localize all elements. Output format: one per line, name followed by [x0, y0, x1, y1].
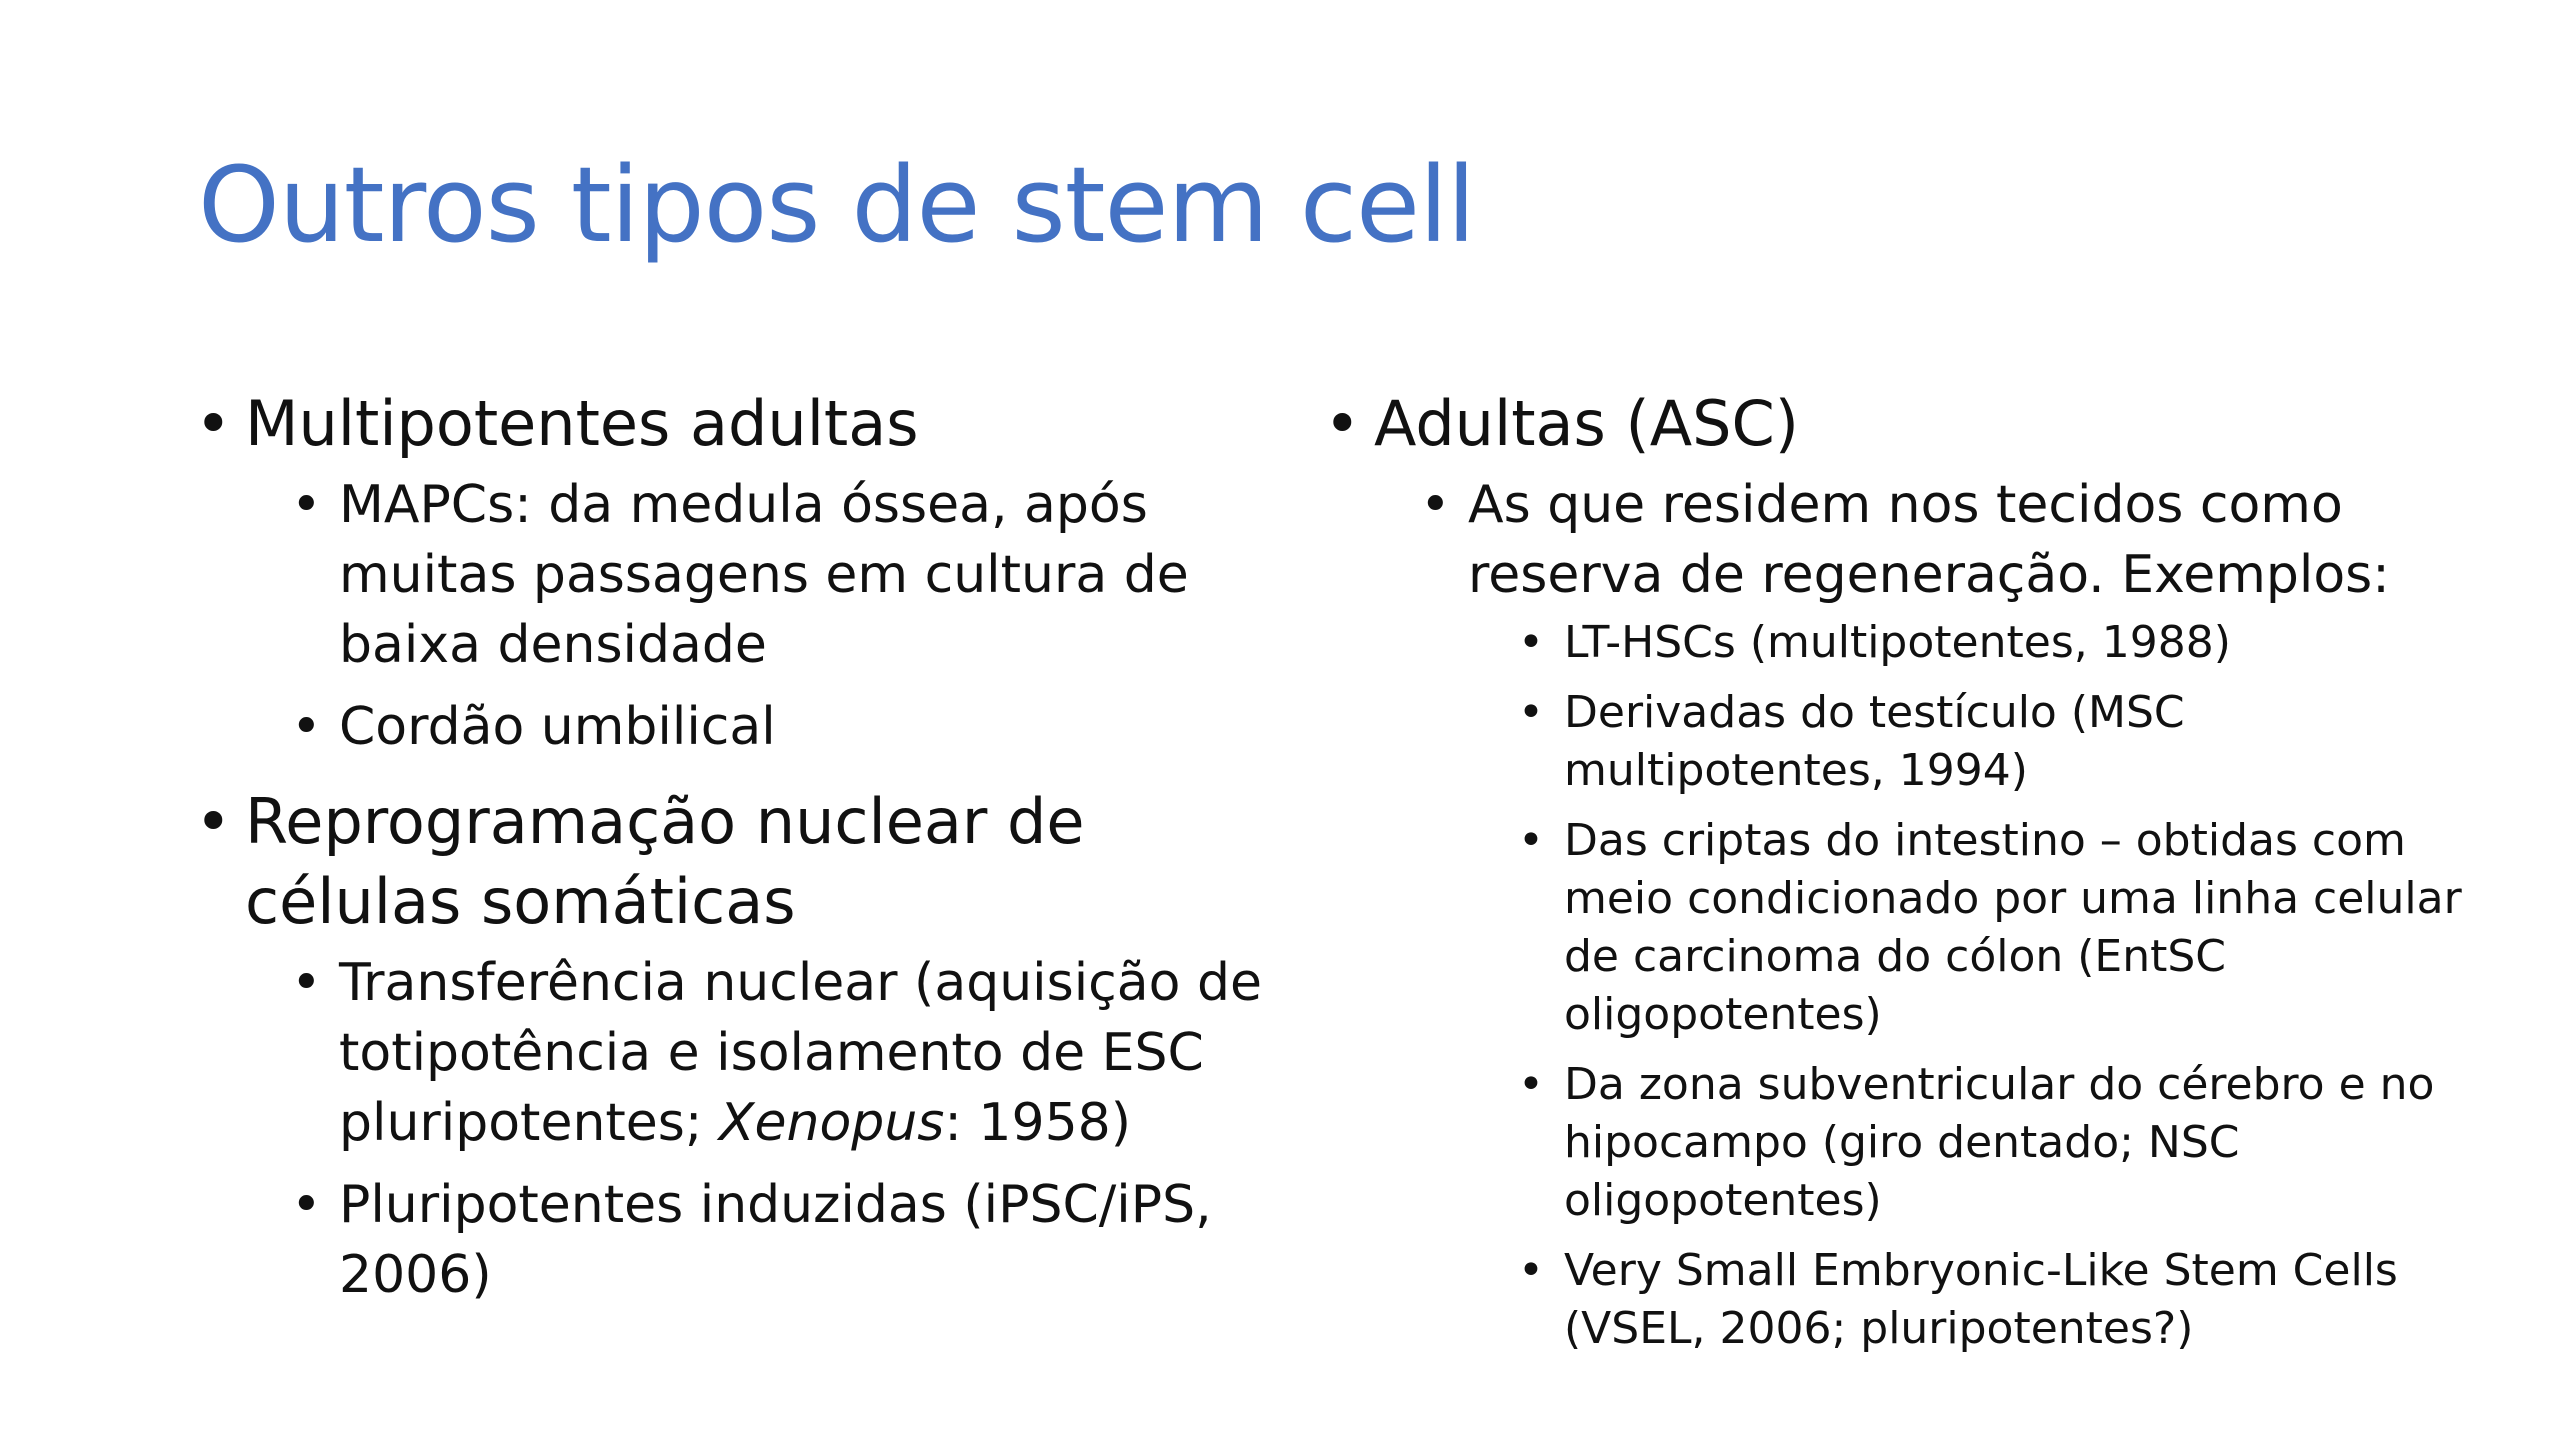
example-item: • LT-HSCs (multipotentes, 1988): [1518, 614, 2474, 672]
sub-bullet-residem: • As que residem nos tecidos como reserva de regeneração. Exemplos: • LT-HSCs (multipotentes, 1988) • Derivadas do testículo (MSC multipotentes, 1994) • Das criptas do intestino – obtidas com meio condicionado por uma linha celular de carcinoma do cólon (EntSC oligopotentes) • Da zona subventricular do cérebro e no hipocampo (giro dentado; NSC oligopotentes) • Very Small Embryonic-Like Stem Cells (VSEL, 2006; pluripotentes?): [1420, 470, 2474, 1358]
bullet-label: Multipotentes adultas: [245, 387, 919, 460]
right-column: [1324, 384, 2474, 1374]
sub-bullet-cordao: • Cordão umbilical: [291, 692, 1275, 762]
example-item: • Das criptas do intestino – obtidas com meio condicionado por uma linha celular de carcinoma do cólon (EntSC oligopotentes): [1518, 812, 2474, 1044]
example-item: • Very Small Embryonic-Like Stem Cells (VSEL, 2006; pluripotentes?): [1518, 1242, 2474, 1358]
sublist-reprogramacao: [291, 948, 1275, 1310]
sub-bullet-transferencia: • Transferência nuclear (aquisição de totipotência e isolamento de ESC pluripotentes; Xenopus: 1958): [291, 948, 1275, 1158]
left-column: [195, 384, 1275, 1326]
slide-title: Outros tipos de stem cell: [198, 144, 1475, 266]
bullet-label: Adultas (ASC): [1374, 387, 1799, 460]
bullet-label: Reprogramação nuclear de células somáticas: [245, 785, 1085, 938]
xenopus-italic: Xenopus: [718, 1093, 945, 1153]
sub-bullet-mapcs: • MAPCs: da medula óssea, após muitas passagens em cultura de baixa densidade: [291, 470, 1275, 680]
sub-bullet-pluripotentes-induzidas: • Pluripotentes induzidas (iPSC/iPS, 2006): [291, 1170, 1275, 1310]
examples-list: [1518, 614, 2474, 1358]
example-item: • Da zona subventricular do cérebro e no hipocampo (giro dentado; NSC oligopotentes): [1518, 1056, 2474, 1230]
bullet-reprogramacao: [195, 782, 1275, 1310]
sublist-multipotentes: [291, 470, 1275, 762]
bullet-multipotentes-adultas: [195, 384, 1275, 762]
example-item: • Derivadas do testículo (MSC multipotentes, 1994): [1518, 684, 2474, 800]
bullet-adultas-asc: [1324, 384, 2474, 1358]
sublist-adultas: [1420, 470, 2474, 1358]
